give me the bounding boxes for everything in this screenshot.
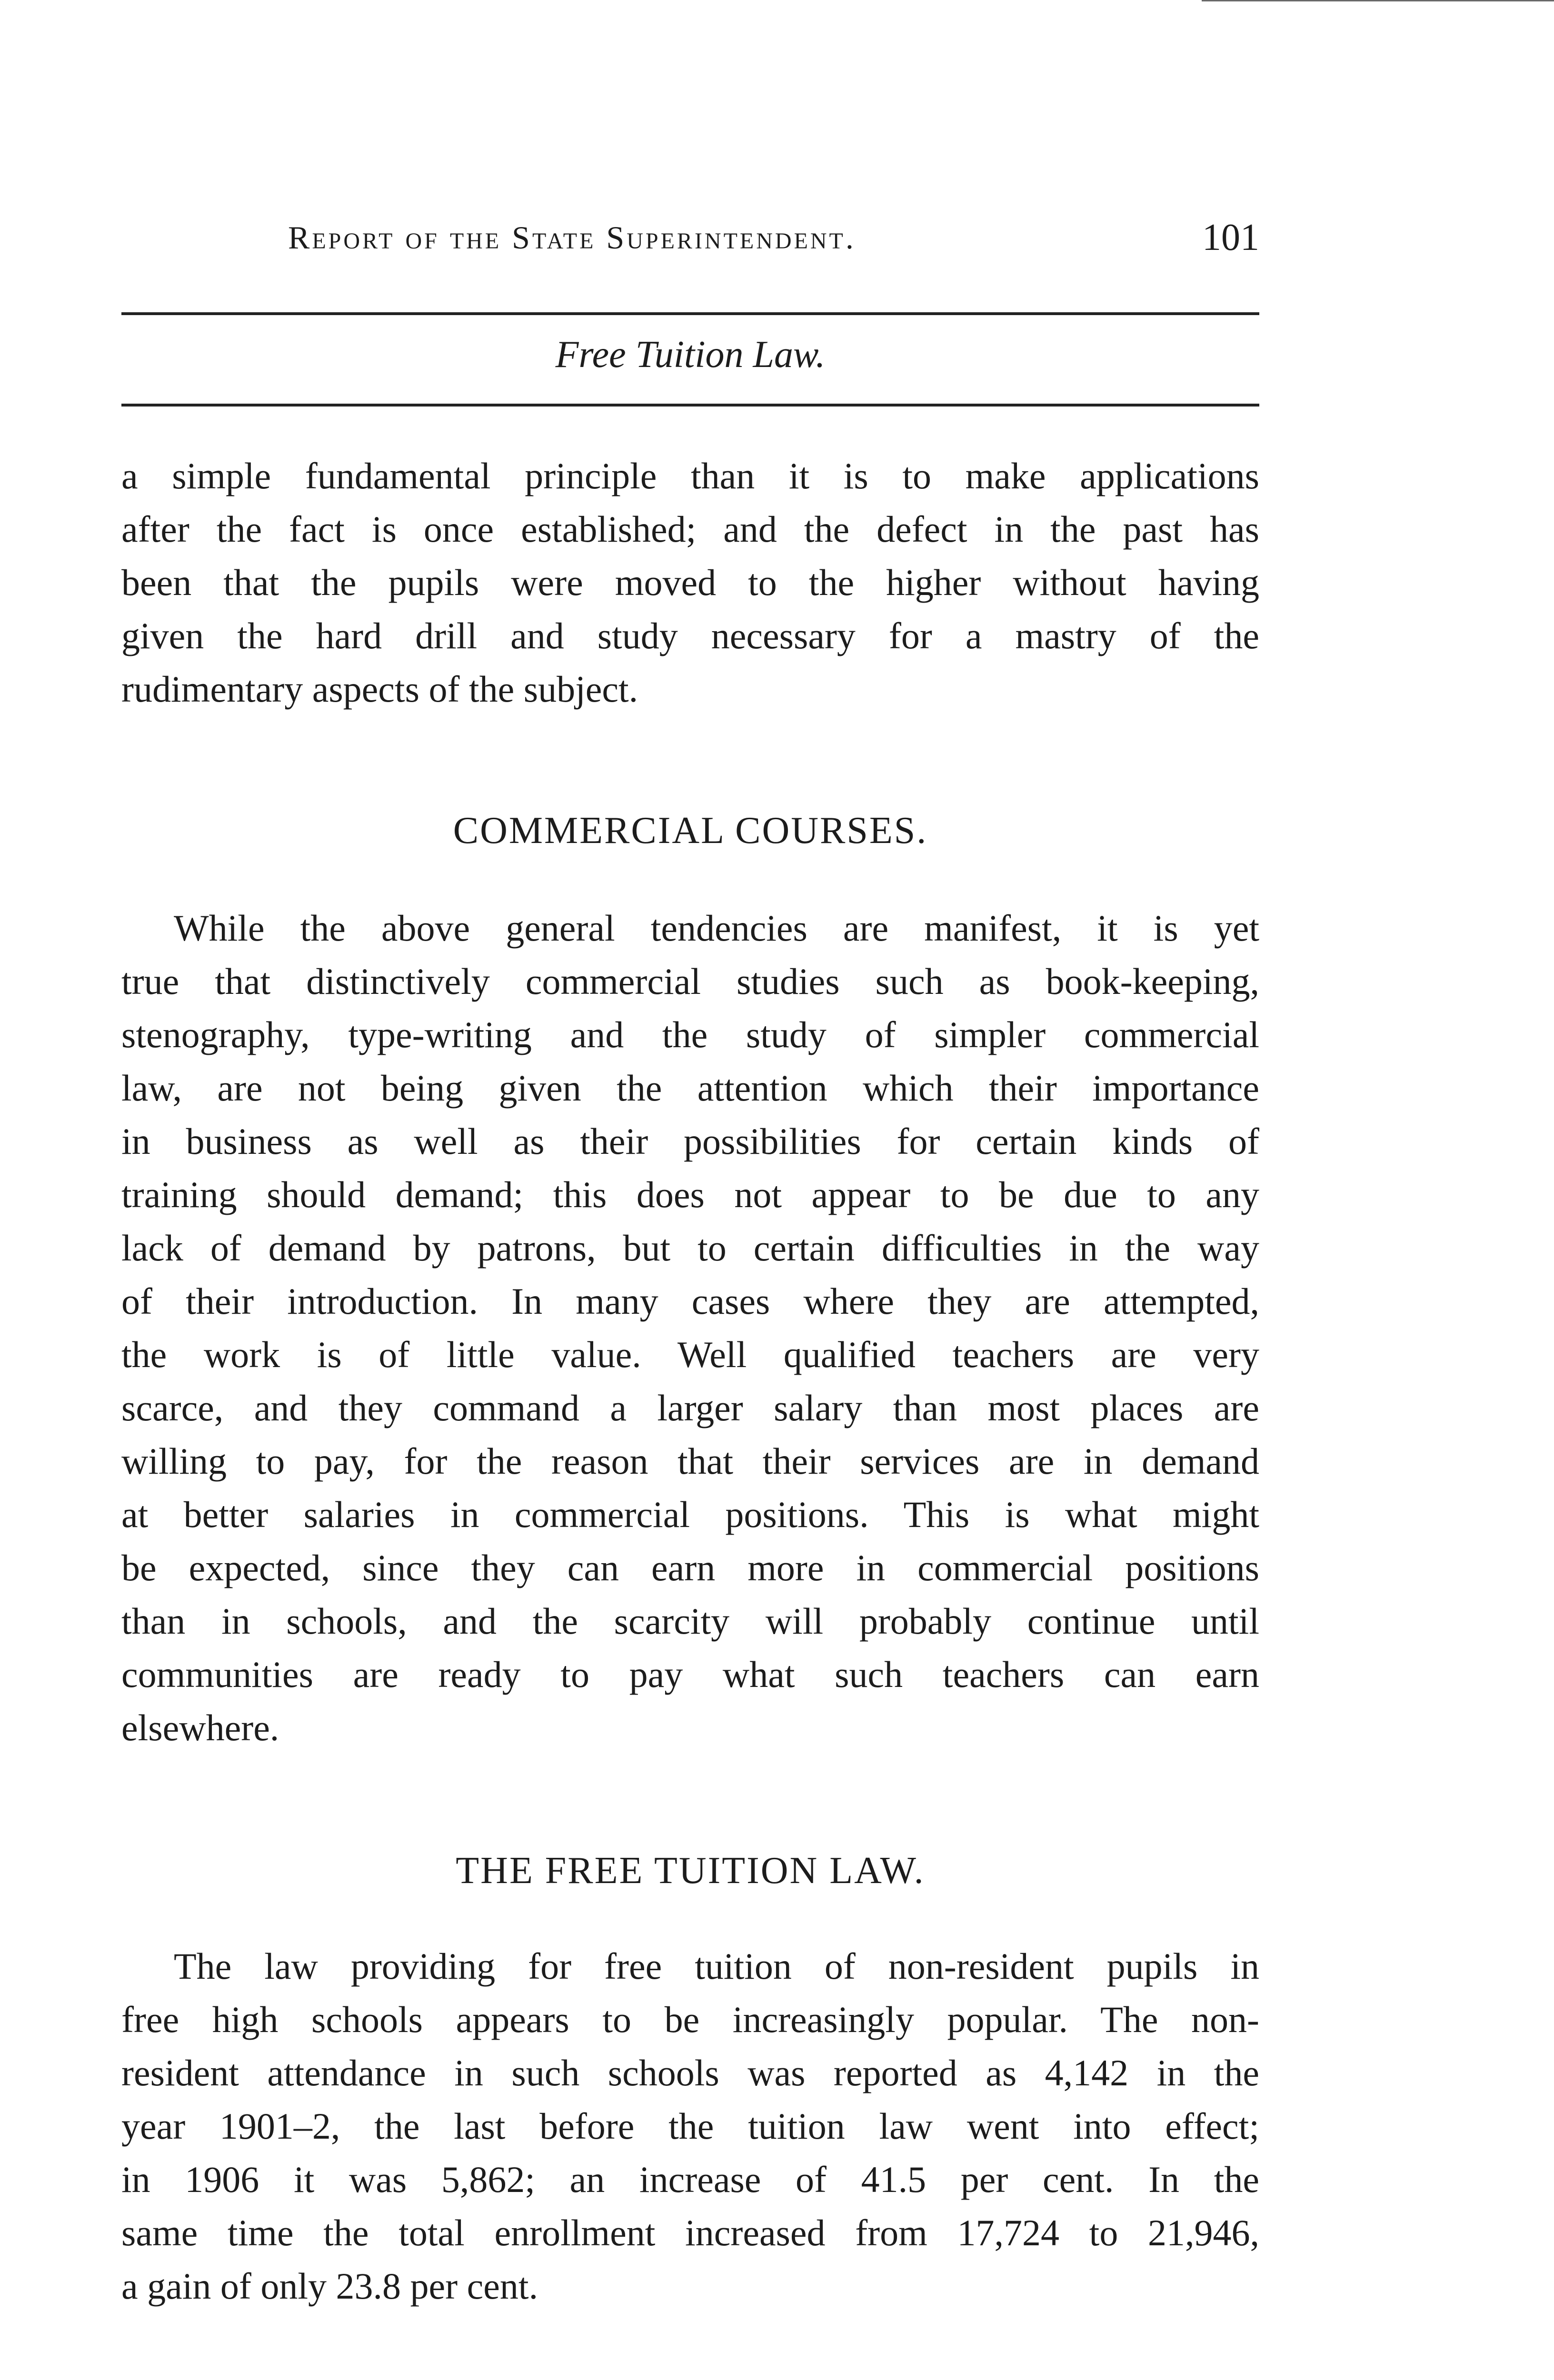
- text-line: communities are ready to pay what such teachers can earn: [121, 1654, 1259, 1695]
- commercial-courses-paragraph: [121, 902, 1259, 1755]
- page-number: 101: [1202, 217, 1259, 258]
- text-line: scarce, and they command a larger salary than most places are: [121, 1387, 1259, 1428]
- text-line: stenography, type-writing and the study of simpler commercial: [121, 1014, 1259, 1055]
- text-line: a gain of only 23.8 per cent.: [121, 2265, 538, 2307]
- text-line: training should demand; this does not appear to be due to any: [121, 1174, 1259, 1215]
- text-line: rudimentary aspects of the subject.: [121, 668, 638, 710]
- page-edge-line: [1202, 0, 1554, 1]
- text-line: in 1906 it was 5,862; an increase of 41.5 per cent. In the: [121, 2159, 1259, 2200]
- text-line: lack of demand by patrons, but to certain difficulties in the way: [121, 1227, 1259, 1269]
- text-line: The law providing for free tuition of non-resident pupils in: [174, 1945, 1259, 1987]
- commercial-courses-heading: COMMERCIAL COURSES.: [453, 810, 928, 852]
- text-line: in business as well as their possibilities for certain kinds of: [121, 1121, 1259, 1162]
- section-subhead: Free Tuition Law.: [555, 334, 826, 376]
- running-head: [288, 209, 1259, 267]
- intro-paragraph: [121, 449, 1259, 716]
- text-line: than in schools, and the scarcity will probably continue until: [121, 1600, 1259, 1642]
- text-line: free high schools appears to be increasingly popular. The non-: [121, 1999, 1259, 2040]
- text-line: after the fact is once established; and the defect in the past has: [121, 508, 1259, 550]
- free-tuition-law-heading: THE FREE TUITION LAW.: [456, 1850, 925, 1892]
- header-rule-bottom: [121, 404, 1259, 407]
- text-line: given the hard drill and study necessary for a mastry of the: [121, 615, 1259, 656]
- text-line: law, are not being given the attention which their importance: [121, 1067, 1259, 1109]
- text-line: While the above general tendencies are manifest, it is yet: [174, 907, 1259, 949]
- text-line: same time the total enrollment increased from 17,724 to 21,946,: [121, 2212, 1259, 2253]
- text-line: the work is of little value. Well qualified teachers are very: [121, 1334, 1259, 1375]
- text-line: year 1901–2, the last before the tuition law went into effect;: [121, 2105, 1259, 2147]
- text-line: be expected, since they can earn more in commercial positions: [121, 1547, 1259, 1588]
- text-line: been that the pupils were moved to the higher without having: [121, 562, 1259, 603]
- text-line: a simple fundamental principle than it is to make applications: [121, 455, 1259, 496]
- text-line: of their introduction. In many cases where they are attempted,: [121, 1280, 1259, 1322]
- header-rule-top: [121, 312, 1259, 315]
- text-line: at better salaries in commercial positions. This is what might: [121, 1494, 1259, 1535]
- text-line: true that distinctively commercial studies such as book-keeping,: [121, 961, 1259, 1002]
- running-title: Report of the State Superintendent.: [288, 219, 856, 256]
- text-line: elsewhere.: [121, 1707, 279, 1748]
- text-line: resident attendance in such schools was reported as 4,142 in the: [121, 2052, 1259, 2093]
- text-line: willing to pay, for the reason that their services are in demand: [121, 1440, 1259, 1482]
- free-tuition-law-paragraph: [121, 1940, 1259, 2313]
